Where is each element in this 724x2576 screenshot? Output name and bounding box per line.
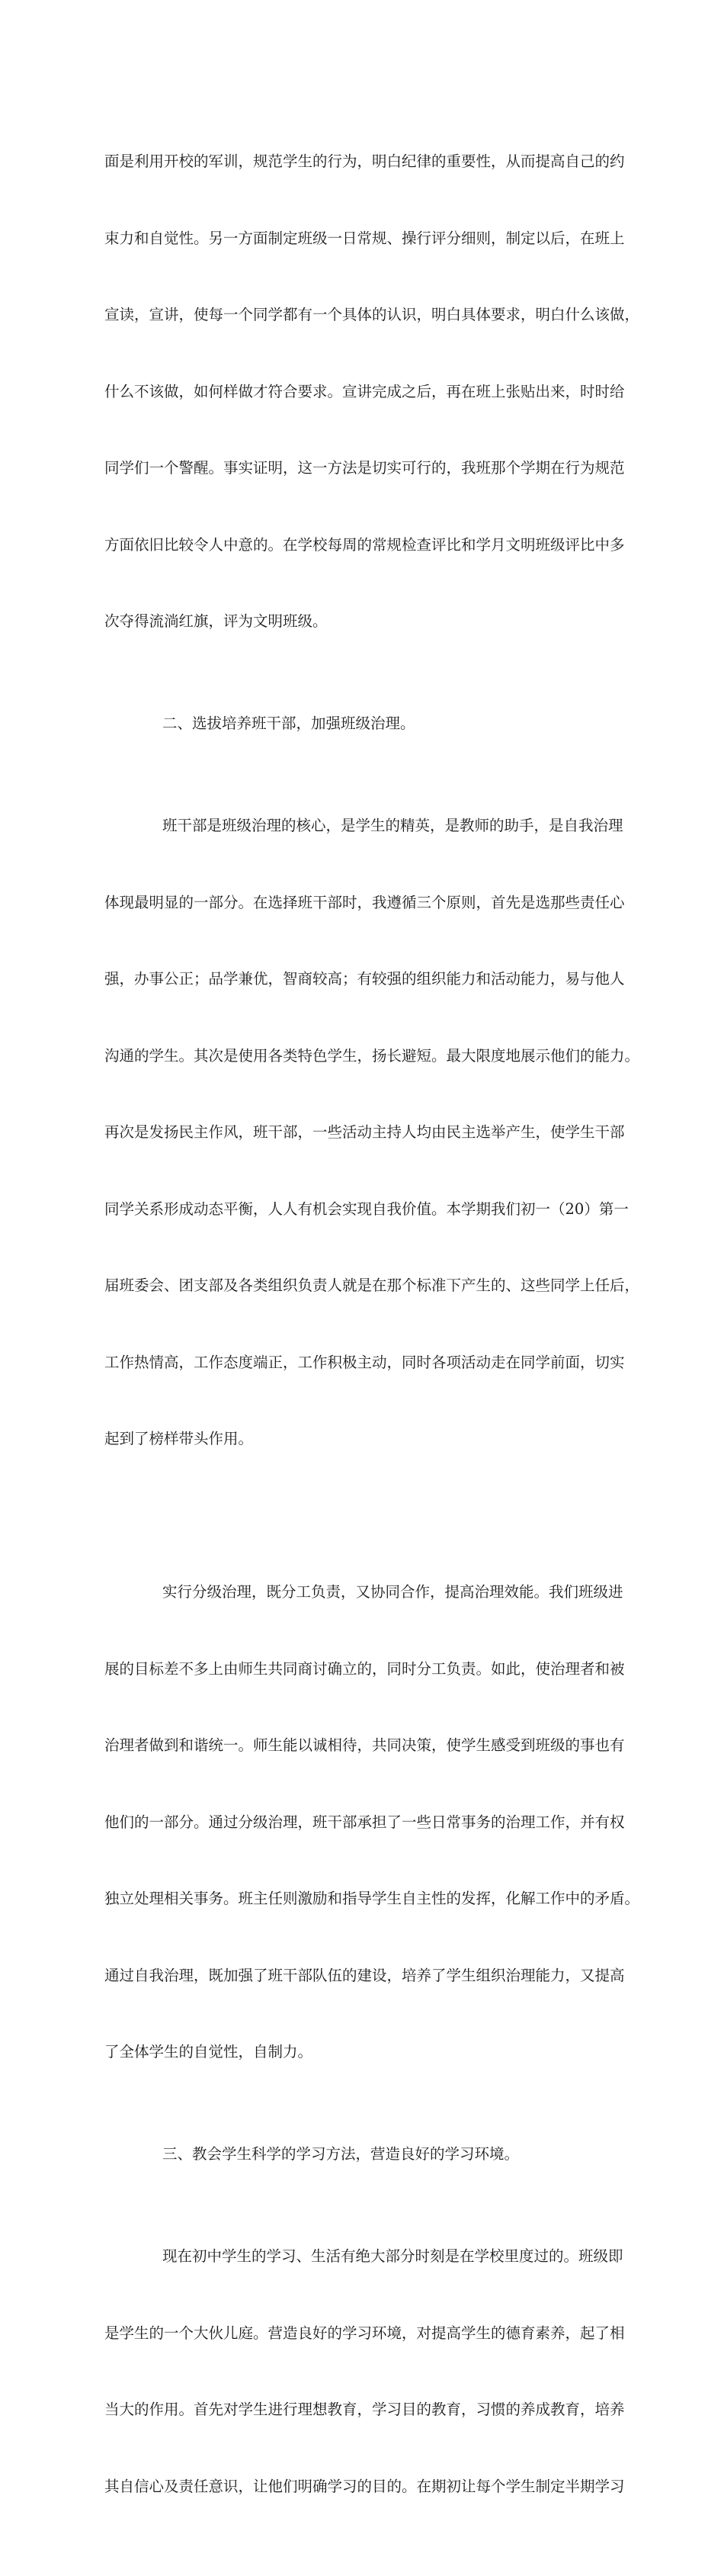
section-heading-2: 二、选拔培养班干部，加强班级治理。 [162,715,415,732]
text-line: 班干部是班级治理的核心，是学生的精英，是教师的助手，是自我治理 [162,817,623,834]
text-line: 起到了榜样带头作用。 [104,1430,254,1447]
paragraph-class-cadres [104,762,640,1503]
text-line: 面是利用开校的军训，规范学生的行为，明白纪律的重要性，从而提高自己的约 [104,153,625,170]
section-heading-3: 三、教会学生科学的学习方法，营造良好的学习环境。 [162,2145,520,2163]
text-line: 是学生的一个大伙儿庭。营造良好的学习环境，对提高学生的德育素养，起了相 [104,2324,625,2342]
text-line: 了全体学生的自觉性，自制力。 [104,2043,313,2060]
text-line: 当大的作用。首先对学生进行理想教育，学习目的教育，习惯的养成教育，培养 [104,2401,625,2418]
text-line: 强，办事公正；品学兼优，智商较高；有较强的组织能力和活动能力，易与他人 [104,970,625,988]
text-line: 束力和自觉性。另一方面制定班级一日常规、操行评分细则，制定以后，在班上 [104,229,625,247]
text-line: 展的目标差不多上由师生共同商讨确立的，同时分工负责。如此，使治理者和被 [104,1659,625,1678]
text-line: 宣读，宣讲，使每一个同学都有一个具体的认识，明白具体要求，明白什么该做， [104,306,640,323]
text-line: 治理者做到和谐统一。师生能以诚相待，共同决策，使学生感受到班级的事也有 [104,1736,625,1754]
text-line: 同学关系形成动态平衡，人人有机会实现自我价值。本学期我们初一（20）第一 [104,1200,629,1218]
text-line: 届班委会、团支部及各类组织负责人就是在那个标准下产生的、这些同学上任后， [104,1277,640,1294]
text-line: 同学们一个警醒。事实证明，这一方法是切实可行的，我班那个学期在行为规范 [104,459,625,477]
text-line: 实行分级治理，既分工负责，又协同合作，提高治理效能。我们班级进 [162,1583,623,1601]
document-body [104,98,640,2576]
paragraph-discipline [104,98,640,686]
text-line: 沟通的学生。其次是使用各类特色学生，扬长避短。最大限度地展示他们的能力。 [104,1046,640,1065]
text-line: 再次是发扬民主作风，班干部，一些活动主持人均由民主选举产生，使学生干部 [104,1123,625,1141]
text-line: 通过自我治理，既加强了班干部队伍的建设，培养了学生组织治理能力，又提高 [104,1966,625,1984]
text-line: 什么不该做，如何样做才符合要求。宣讲完成之后，再在班上张贴出来，时时给 [104,382,625,400]
paragraph-learning-environment [104,2192,623,2550]
text-line: 其自信心及责任意识，让他们明确学习的目的。在期初让每个学生制定半期学习 [104,2477,625,2495]
text-line: 次夺得流淌红旗，评为文明班级。 [104,612,328,630]
paragraph-tiered-management [104,1528,640,2116]
text-line: 他们的一部分。通过分级治理，班干部承担了一些日常事务的治理工作，并有权 [104,1813,625,1831]
text-line: 现在初中学生的学习、生活有绝大部分时刻是在学校里度过的。班级即 [162,2247,623,2265]
text-line: 独立处理相关事务。班主任则激励和指导学生自主性的发挥，化解工作中的矛盾。 [104,1890,640,1907]
text-line: 工作热情高，工作态度端正，工作积极主动，同时各项活动走在同学前面，切实 [104,1353,625,1371]
text-line: 体现最明显的一部分。在选择班干部时，我遵循三个原则，首先是选那些责任心 [104,893,625,911]
text-line: 方面依旧比较令人中意的。在学校每周的常规检查评比和学月文明班级评比中多 [104,535,625,554]
